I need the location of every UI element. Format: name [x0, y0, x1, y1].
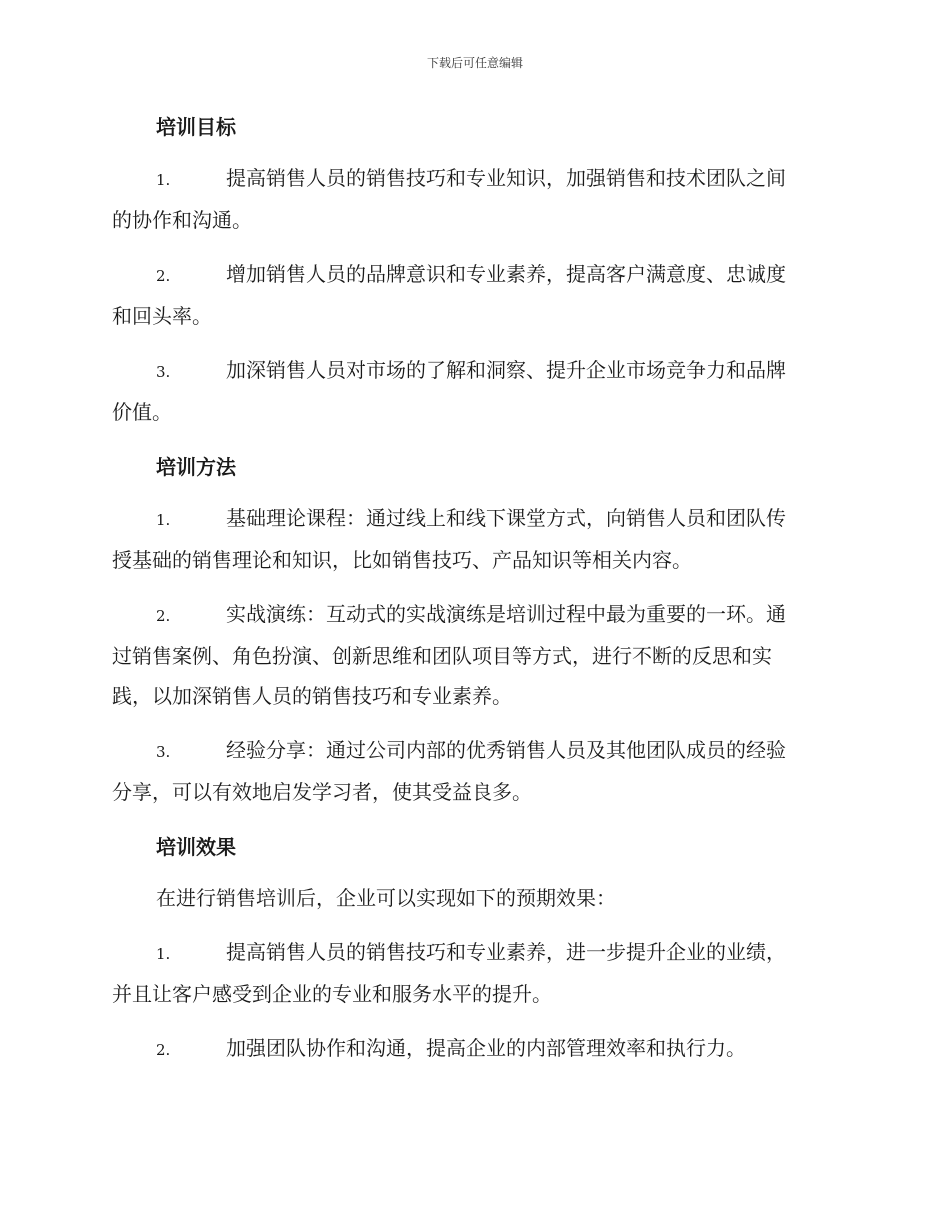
item-number: 1.: [156, 511, 171, 529]
header-note: 下载后可任意编辑: [426, 56, 523, 70]
section-goals: [112, 110, 837, 432]
list-item: [112, 350, 837, 432]
list-item: [112, 1028, 837, 1070]
list-item: [112, 498, 837, 580]
item-text-continued: 践，以加深销售人员的销售技巧和专业素养。: [112, 684, 512, 708]
item-number: 3.: [156, 363, 171, 381]
item-number: 1.: [156, 171, 171, 189]
list-item: [112, 932, 837, 1014]
list-item: [112, 158, 837, 240]
item-text: 经验分享：通过公司内部的优秀销售人员及其他团队成员的经验: [226, 738, 786, 762]
item-text-continued: 和回头率。: [112, 304, 212, 328]
item-text: 增加销售人员的品牌意识和专业素养，提高客户满意度、忠诚度: [226, 262, 786, 286]
item-number: 2.: [156, 607, 171, 625]
document-body: [112, 110, 837, 1070]
list-item: [112, 594, 837, 716]
item-text-continued: 价值。: [112, 400, 172, 424]
item-text-continued: 的协作和沟通。: [112, 208, 252, 232]
item-text: 提高销售人员的销售技巧和专业知识，加强销售和技术团队之间: [226, 166, 786, 190]
list-item: [112, 254, 837, 336]
section-intro: 在进行销售培训后，企业可以实现如下的预期效果：: [156, 886, 616, 910]
section-title-results: 培训效果: [156, 835, 236, 859]
section-results: [112, 830, 837, 1070]
section-methods: [112, 450, 837, 812]
item-text: 实战演练：互动式的实战演练是培训过程中最为重要的一环。通: [226, 602, 786, 626]
item-text: 基础理论课程：通过线上和线下课堂方式，向销售人员和团队传: [226, 506, 786, 530]
item-text: 加强团队协作和沟通，提高企业的内部管理效率和执行力。: [226, 1036, 746, 1060]
item-text: 加深销售人员对市场的了解和洞察、提升企业市场竞争力和品牌: [226, 358, 786, 382]
section-title-methods: 培训方法: [156, 455, 236, 479]
item-number: 2.: [156, 267, 171, 285]
item-text-continued: 授基础的销售理论和知识，比如销售技巧、产品知识等相关内容。: [112, 548, 692, 572]
item-number: 1.: [156, 945, 171, 963]
section-title-goals: 培训目标: [156, 115, 236, 139]
item-number: 3.: [156, 743, 171, 761]
item-text: 提高销售人员的销售技巧和专业素养，进一步提升企业的业绩，: [226, 940, 786, 964]
item-number: 2.: [156, 1041, 171, 1059]
list-item: [112, 730, 837, 812]
item-text-continued: 分享，可以有效地启发学习者，使其受益良多。: [112, 780, 532, 804]
item-text-continued: 过销售案例、角色扮演、创新思维和团队项目等方式，进行不断的反思和实: [112, 644, 772, 668]
item-text-continued: 并且让客户感受到企业的专业和服务水平的提升。: [112, 982, 552, 1006]
